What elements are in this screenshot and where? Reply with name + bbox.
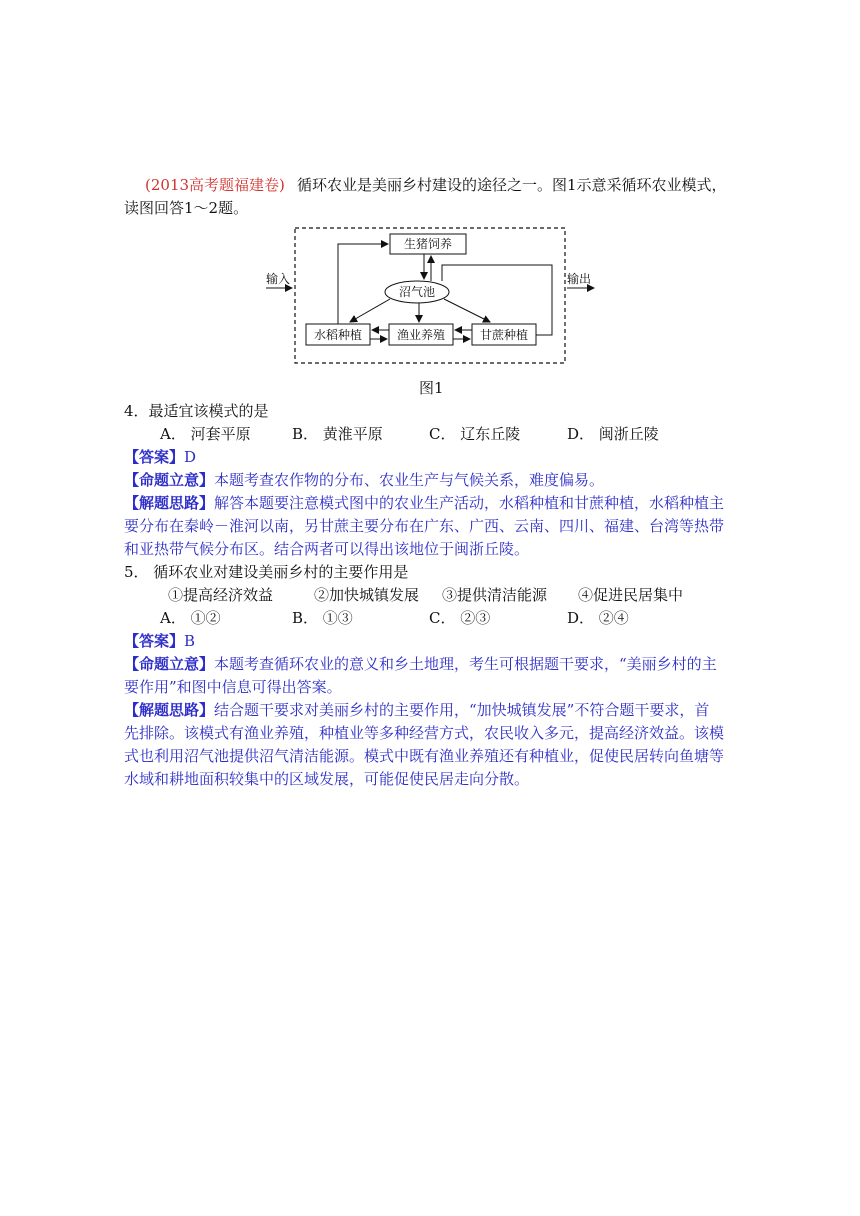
biogas-to-sugarcane-arrow bbox=[444, 299, 490, 322]
q5-option-b: B． ①③ bbox=[292, 609, 353, 627]
q5-item-2: ②加快城镇发展 bbox=[314, 586, 420, 604]
q4-intent-text: 本题考查农作物的分布、农业生产与气候关系，难度偏易。 bbox=[214, 471, 605, 489]
q5-idea-line-3: 式也利用沼气池提供沼气清洁能源。模式中既有渔业养殖还有种植业，促使民居转向鱼塘等 bbox=[124, 747, 725, 765]
sugarcane-out-line bbox=[536, 324, 552, 335]
sugarcane-label: 甘蔗种植 bbox=[479, 328, 529, 342]
q5-item-1: ①提高经济效益 bbox=[168, 586, 274, 604]
q5-idea-line-4: 水域和耕地面积较集中的区域发展，可能促使民居走向分散。 bbox=[124, 770, 530, 788]
q5-idea-line-2: 先排除。该模式有渔业养殖，种植业等多种经营方式，农民收入多元，提高经济效益。该模 bbox=[124, 724, 725, 742]
q4-option-d: D． 闽浙丘陵 bbox=[567, 425, 659, 443]
q5-option-a: A． ①② bbox=[160, 609, 221, 627]
source-label: (2013高考题福建卷) bbox=[145, 176, 285, 194]
rice-to-pig-arrow bbox=[338, 244, 388, 324]
q4-idea-line-1 bbox=[124, 492, 724, 514]
output-label: 输出 bbox=[567, 272, 592, 286]
q5-stem: 5． 循环农业对建设美丽乡村的主要作用是 bbox=[124, 563, 409, 581]
fishery-label: 渔业养殖 bbox=[396, 328, 446, 342]
q5-answer bbox=[124, 630, 195, 652]
q4-intent bbox=[124, 469, 604, 491]
q4-option-c: C． 辽东丘陵 bbox=[429, 425, 521, 443]
intro-line-2: 读图回答1～2题。 bbox=[124, 199, 249, 217]
q4-answer-value: D bbox=[184, 448, 197, 466]
q5-intent-tag: 【命题立意】 bbox=[124, 655, 215, 673]
q4-answer-tag: 【答案】 bbox=[124, 448, 185, 466]
q4-intent-tag: 【命题立意】 bbox=[124, 471, 215, 489]
q5-idea-line-1 bbox=[124, 699, 709, 721]
biogas-pit-label: 沼气池 bbox=[398, 285, 436, 299]
q4-idea-line-3: 和亚热带气候分布区。结合两者可以得出该地位于闽浙丘陵。 bbox=[124, 540, 530, 558]
rice-label: 水稻种植 bbox=[313, 328, 363, 342]
input-label: 输入 bbox=[266, 272, 291, 286]
q4-option-b: B． 黄淮平原 bbox=[292, 425, 383, 443]
q5-intent-line-2: 要作用”和图中信息可得出答案。 bbox=[124, 678, 342, 696]
figure-caption: 图1 bbox=[419, 379, 444, 397]
q5-answer-tag: 【答案】 bbox=[124, 632, 185, 650]
biogas-to-rice-arrow bbox=[350, 299, 390, 322]
q5-item-3: ③提供清洁能源 bbox=[442, 586, 548, 604]
sugarcane-loop-line bbox=[442, 265, 552, 324]
pig-farming-label: 生猪饲养 bbox=[403, 237, 453, 251]
q5-idea-text-1: 结合题干要求对美丽乡村的主要作用，“加快城镇发展”不符合题干要求，首 bbox=[214, 701, 710, 719]
q5-option-d: D． ②④ bbox=[567, 609, 629, 627]
q4-idea-text-1: 解答本题要注意模式图中的农业生产活动，水稻种植和甘蔗种植，水稻种植主 bbox=[214, 494, 725, 512]
circular-agriculture-diagram bbox=[262, 225, 602, 365]
q5-option-c: C． ②③ bbox=[429, 609, 491, 627]
q5-answer-value: B bbox=[184, 632, 196, 650]
q5-idea-tag: 【解题思路】 bbox=[124, 701, 215, 719]
q5-intent-text-1: 本题考查循环农业的意义和乡土地理，考生可根据题干要求，“美丽乡村的主 bbox=[214, 655, 717, 673]
q4-answer bbox=[124, 446, 196, 468]
q4-option-a: A． 河套平原 bbox=[160, 425, 251, 443]
q4-idea-line-2: 要分布在秦岭－淮河以南，另甘蔗主要分布在广东、广西、云南、四川、福建、台湾等热带 bbox=[124, 517, 725, 535]
q4-idea-tag: 【解题思路】 bbox=[124, 494, 215, 512]
q4-stem: 4．最适宜该模式的是 bbox=[124, 402, 269, 420]
q5-intent-line-1 bbox=[124, 653, 717, 675]
intro-line-1: 循环农业是美丽乡村建设的途径之一。图1示意采循环农业模式， bbox=[297, 176, 727, 194]
q5-item-4: ④促进民居集中 bbox=[578, 586, 684, 604]
